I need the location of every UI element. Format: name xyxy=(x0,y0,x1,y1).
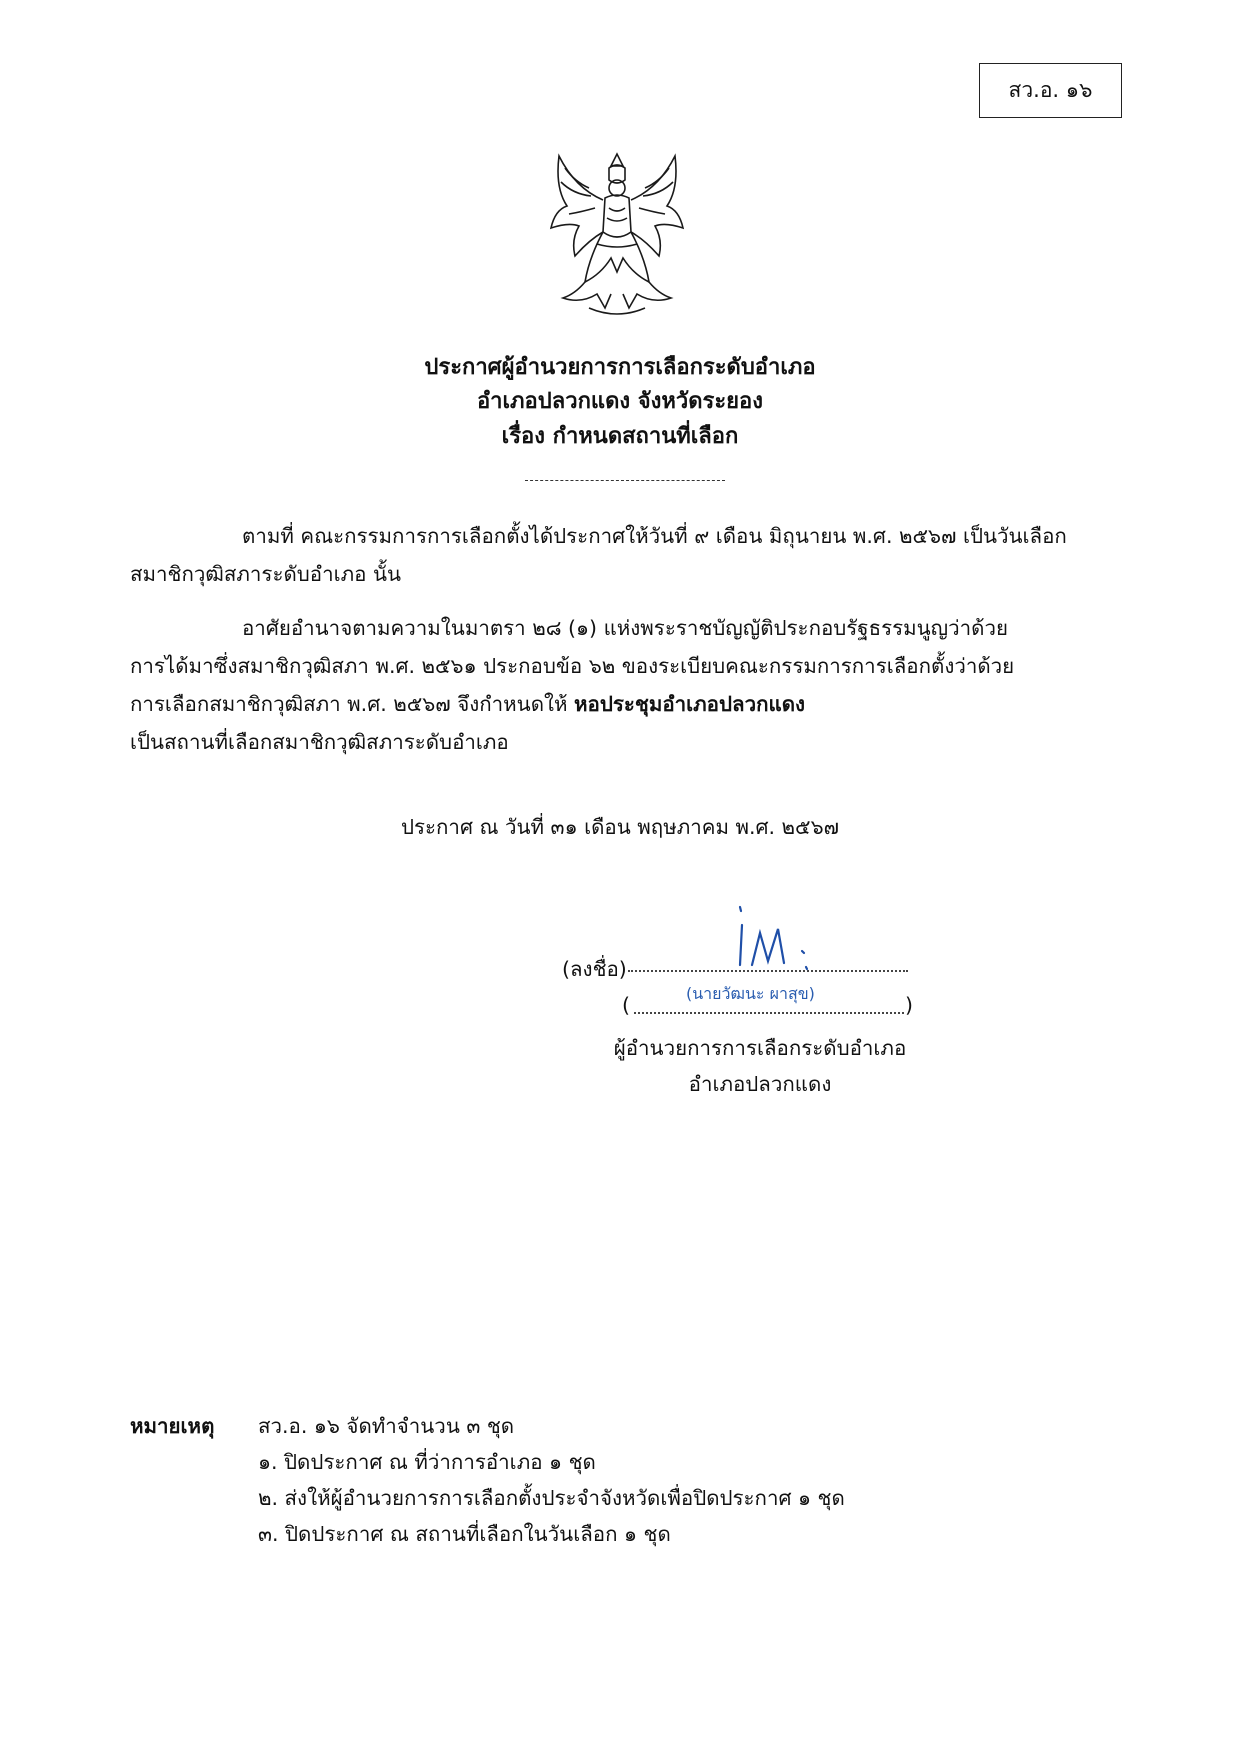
heading-subject: เรื่อง กำหนดสถานที่เลือก xyxy=(501,424,739,449)
note-line: ๑. ปิดประกาศ ณ ที่ว่าการอำเภอ ๑ ชุด xyxy=(258,1450,596,1474)
note-line: สว.อ. ๑๖ จัดทำจำนวน ๓ ชุด xyxy=(258,1414,515,1438)
paragraph-1-line-2: สมาชิกวุฒิสภาระดับอำเภอ นั้น xyxy=(130,562,401,586)
note-label: หมายเหตุ xyxy=(130,1414,215,1438)
signer-position: ผู้อำนวยการการเลือกระดับอำเภอ xyxy=(613,1036,907,1060)
announcement-date: ประกาศ ณ วันที่ ๓๑ เดือน พฤษภาคม พ.ศ. ๒๕๖๗ xyxy=(400,815,840,839)
paragraph-1-line-1: ตามที่ คณะกรรมการการเลือกตั้งได้ประกาศให้วันที่ ๙ เดือน มิถุนายน พ.ศ. ๒๕๖๗ เป็นวันเลือก xyxy=(242,524,1067,548)
paragraph-2-line-3 xyxy=(130,688,805,721)
paragraph-2-line-4: เป็นสถานที่เลือกสมาชิกวุฒิสภาระดับอำเภอ xyxy=(130,730,509,754)
paragraph-2-line-3-text: การเลือกสมาชิกวุฒิสภา พ.ศ. ๒๕๖๗ จึงกำหนดให้ xyxy=(130,692,575,716)
paragraph-2-line-1: อาศัยอำนาจตามความในมาตรา ๒๘ (๑) แห่งพระราชบัญญัติประกอบรัฐธรรมนูญว่าด้วย xyxy=(242,616,1009,640)
signer-paren-open: ( xyxy=(622,993,630,1017)
heading-divider xyxy=(525,480,725,481)
heading-district: อำเภอปลวกแดง จังหวัดระยอง xyxy=(476,389,764,414)
venue-name: หอประชุมอำเภอปลวกแดง xyxy=(574,692,806,716)
note-line: ๒. ส่งให้ผู้อำนวยการการเลือกตั้งประจำจังหวัดเพื่อปิดประกาศ ๑ ชุด xyxy=(258,1486,845,1510)
signer-district: อำเภอปลวกแดง xyxy=(688,1072,832,1096)
form-code: สว.อ. ๑๖ xyxy=(1008,78,1093,102)
signature-label: (ลงชื่อ) xyxy=(562,957,627,981)
form-code-box xyxy=(979,63,1122,118)
signer-dotted-line xyxy=(634,1012,904,1014)
note-line: ๓. ปิดประกาศ ณ สถานที่เลือกในวันเลือก ๑ ชุด xyxy=(258,1522,671,1546)
garuda-emblem-icon xyxy=(545,148,690,324)
paragraph-2-line-2: การได้มาซึ่งสมาชิกวุฒิสภา พ.ศ. ๒๕๖๑ ประกอบข้อ ๖๒ ของระเบียบคณะกรรมการการเลือกตั้งว่าด้วย xyxy=(130,654,1015,678)
signer-paren-close: ) xyxy=(905,993,913,1017)
handwritten-signature xyxy=(730,895,880,975)
signer-name: (นายวัฒนะ ผาสุข) xyxy=(686,984,815,1003)
heading-title: ประกาศผู้อำนวยการการเลือกระดับอำเภอ xyxy=(424,355,816,380)
